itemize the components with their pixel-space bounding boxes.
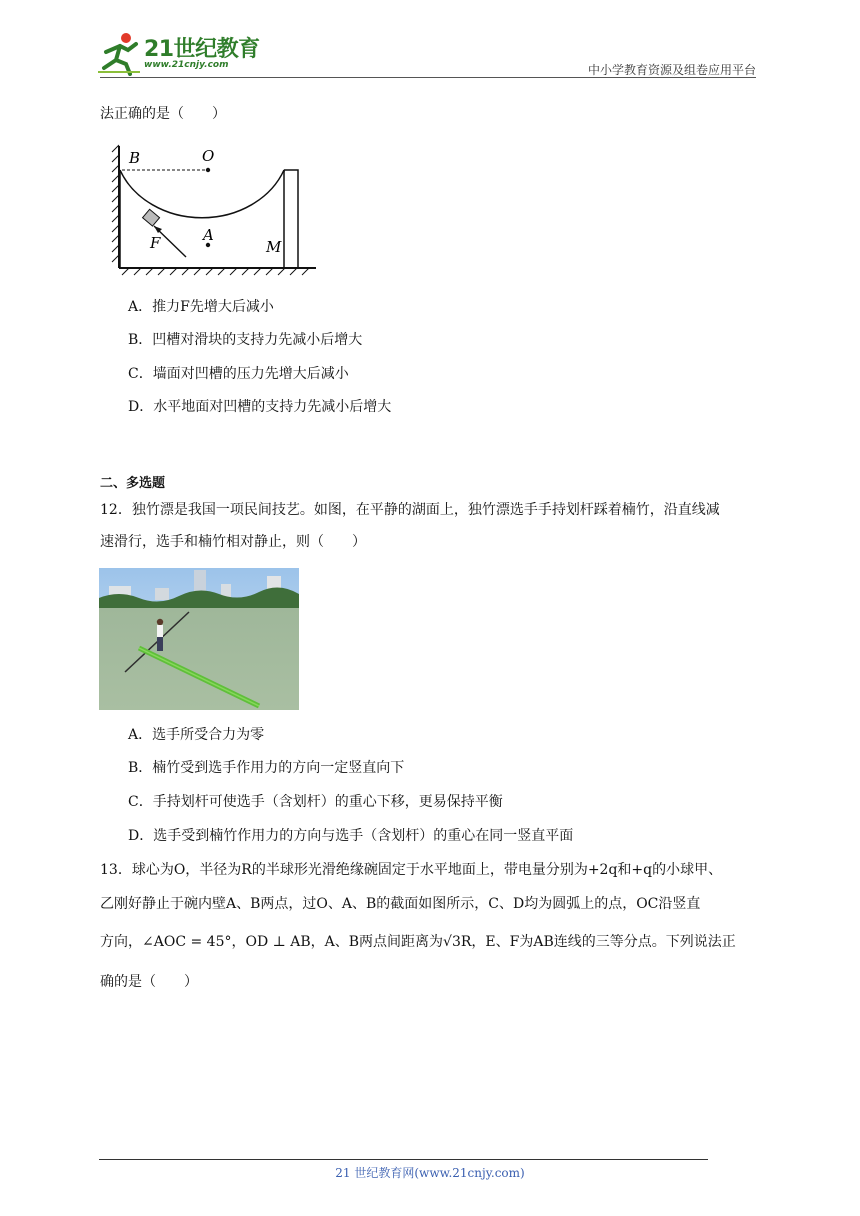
q12-stem-line2: 速滑行，选手和楠竹相对静止，则（ ） xyxy=(100,534,366,550)
q11-option-d xyxy=(128,397,391,417)
site-logo xyxy=(96,30,266,78)
label-O: O xyxy=(202,147,215,165)
bamboo-rafting-photo xyxy=(99,568,299,710)
option-text: 选手所受合力为零 xyxy=(152,727,265,743)
label-M: M xyxy=(266,238,282,256)
option-letter: C． xyxy=(128,794,153,810)
option-letter: A． xyxy=(128,299,153,315)
q11-figure xyxy=(100,140,320,280)
option-letter: C． xyxy=(128,366,153,382)
q13-stem-line4: 确的是（ ） xyxy=(100,974,198,990)
option-text: 推力F先增大后减小 xyxy=(152,299,274,315)
option-text: 楠竹受到选手作用力的方向一定竖直向下 xyxy=(152,760,405,776)
option-letter: B． xyxy=(128,760,153,776)
q13-stem-line3: 方向，∠AOC = 45°，OD ⊥ AB，A、B两点间距离为√3R，E、F为AB连线的三等分点。下列说法正 xyxy=(100,934,736,950)
option-letter: B． xyxy=(128,332,153,348)
label-F: F xyxy=(150,234,161,252)
logo-url: www.21cnjy.com xyxy=(144,60,229,70)
header-platform-text: 中小学教育资源及组卷应用平台 xyxy=(587,63,756,77)
runner-logo-icon xyxy=(96,30,144,76)
q12-option-d xyxy=(128,826,573,846)
option-letter: D． xyxy=(128,828,154,844)
footer-divider xyxy=(99,1159,708,1160)
option-text: 墙面对凹槽的压力先增大后减小 xyxy=(152,366,349,382)
q12-option-a xyxy=(128,725,264,745)
q11-option-a xyxy=(128,297,274,317)
label-B: B xyxy=(129,149,141,167)
label-A: A xyxy=(203,226,214,244)
q11-option-c xyxy=(128,364,349,384)
header-divider xyxy=(100,77,756,78)
q13-stem-line1: 13．球心为O，半径为R的半球形光滑绝缘碗固定于水平地面上，带电量分别为+2q和+q的小球甲、 xyxy=(100,862,723,878)
option-text: 凹槽对滑块的支持力先减小后增大 xyxy=(152,332,363,348)
q13-stem-line2: 乙刚好静止于碗内壁A、B两点，过O、A、B的截面如图所示，C、D均为圆弧上的点，OC沿竖直 xyxy=(100,896,701,912)
q12-option-b xyxy=(128,758,404,778)
option-text: 选手受到楠竹作用力的方向与选手（含划杆）的重心在同一竖直平面 xyxy=(153,828,574,844)
option-letter: D． xyxy=(128,399,154,415)
q12-stem-line1: 12．独竹漂是我国一项民间技艺。如图，在平静的湖面上，独竹漂选手手持划杆踩着楠竹，沿直线减 xyxy=(100,502,720,518)
option-letter: A． xyxy=(128,727,153,743)
section-title: 二、多选题 xyxy=(100,476,166,491)
option-text: 水平地面对凹槽的支持力先减小后增大 xyxy=(153,399,392,415)
q11-stem-tail: 法正确的是（ ） xyxy=(100,106,226,122)
q11-option-b xyxy=(128,330,362,350)
logo-title: 21世纪教育 xyxy=(144,37,260,62)
option-text: 手持划杆可使选手（含划杆）的重心下移，更易保持平衡 xyxy=(152,794,503,810)
footer-link[interactable]: 21 世纪教育网(www.21cnjy.com) xyxy=(335,1166,525,1180)
q12-option-c xyxy=(128,792,503,812)
